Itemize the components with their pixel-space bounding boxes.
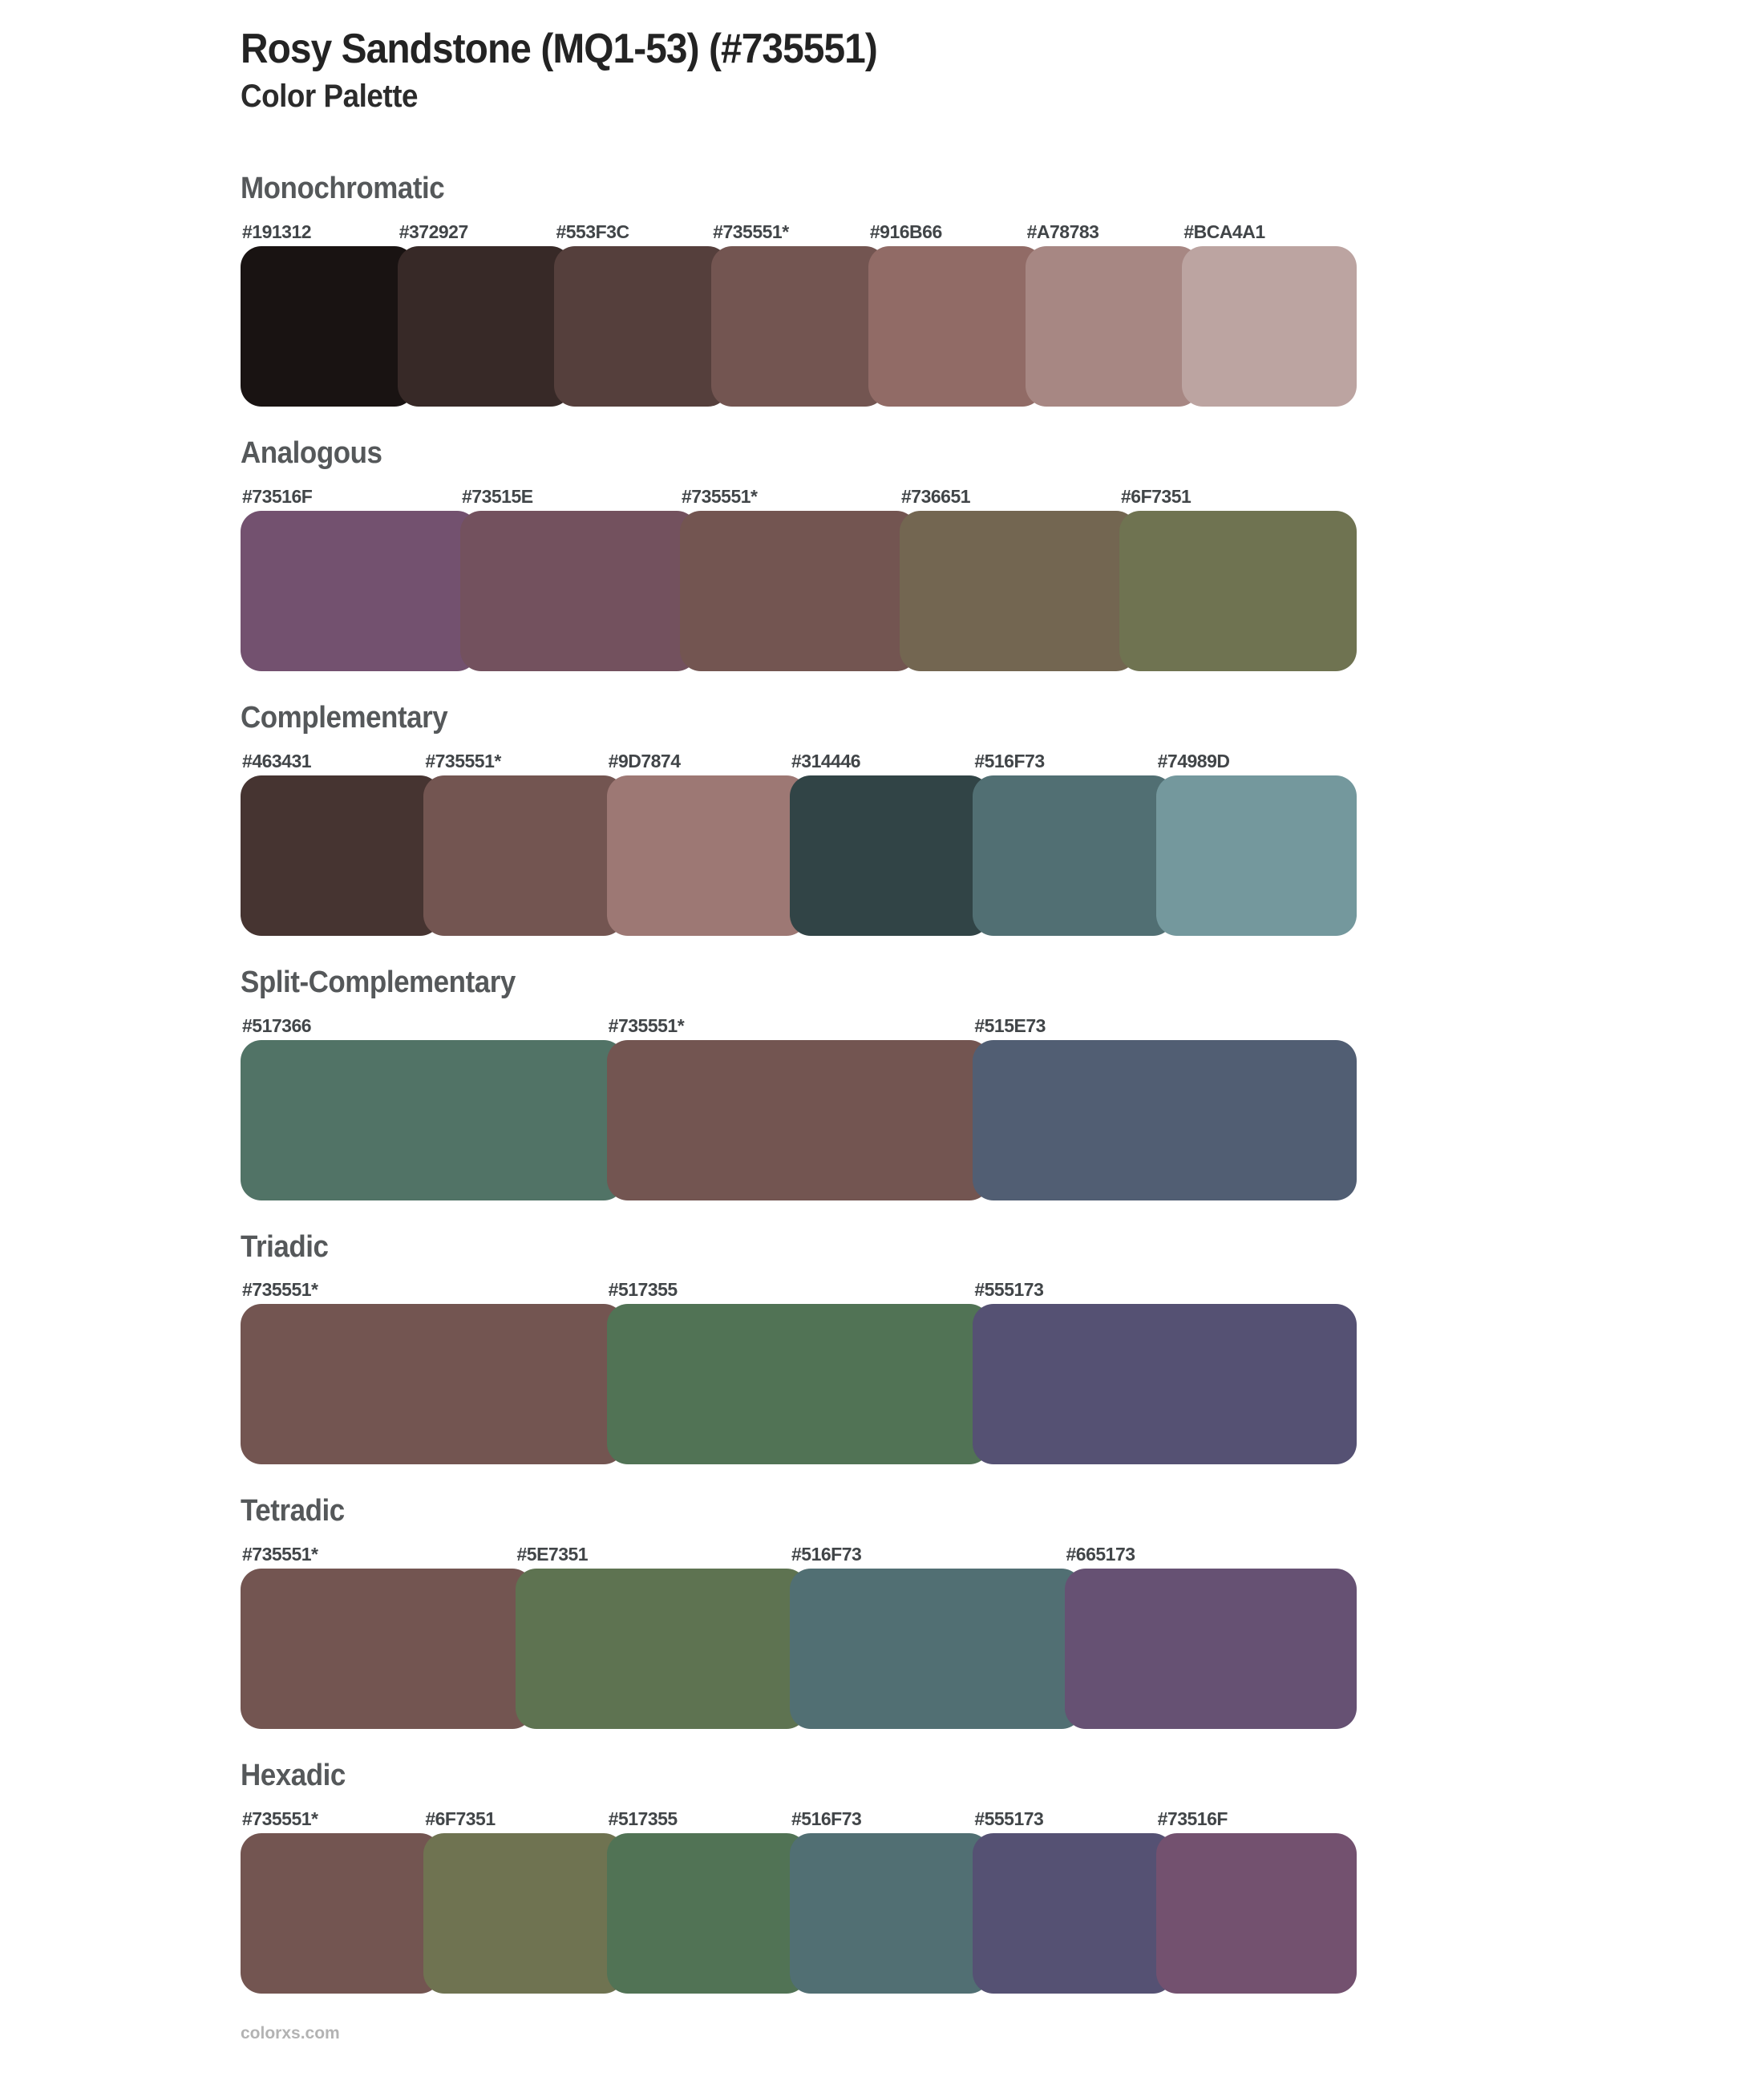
swatch-hex-label: #6F7351 bbox=[1121, 485, 1192, 507]
color-swatch[interactable] bbox=[398, 246, 572, 407]
swatch-hex-label: #516F73 bbox=[974, 750, 1045, 771]
palette-section bbox=[241, 1231, 1357, 1465]
color-column bbox=[1065, 1543, 1357, 1729]
color-swatch[interactable] bbox=[790, 1569, 1082, 1729]
color-swatch[interactable] bbox=[241, 1040, 625, 1200]
color-swatch[interactable] bbox=[973, 1304, 1357, 1464]
swatch-hex-label: #463431 bbox=[242, 750, 312, 771]
color-column bbox=[790, 1543, 1082, 1729]
color-column bbox=[1119, 485, 1357, 671]
swatch-row bbox=[241, 1014, 1357, 1200]
footer-watermark: colorxs.com bbox=[241, 2023, 340, 2042]
swatch-hex-label: #735551* bbox=[608, 1014, 685, 1036]
color-column bbox=[711, 221, 886, 407]
color-column bbox=[1156, 1808, 1357, 1994]
color-column bbox=[423, 1808, 624, 1994]
color-swatch[interactable] bbox=[790, 1833, 990, 1994]
color-swatch[interactable] bbox=[973, 1833, 1173, 1994]
color-swatch[interactable] bbox=[680, 511, 917, 671]
swatch-hex-label: #516F73 bbox=[791, 1544, 862, 1565]
color-swatch[interactable] bbox=[1065, 1569, 1357, 1729]
section-title: Triadic bbox=[241, 1229, 329, 1264]
color-column bbox=[607, 750, 807, 936]
swatch-row bbox=[241, 1808, 1357, 1994]
section-title: Complementary bbox=[241, 700, 448, 735]
swatch-hex-label: #73516F bbox=[1157, 1808, 1228, 1829]
swatch-row bbox=[241, 1543, 1357, 1729]
color-column bbox=[790, 1808, 990, 1994]
color-column bbox=[973, 1808, 1173, 1994]
color-swatch[interactable] bbox=[607, 1833, 807, 1994]
swatch-hex-label: #735551* bbox=[242, 1279, 318, 1301]
color-column bbox=[554, 221, 729, 407]
swatch-hex-label: #516F73 bbox=[791, 1808, 862, 1829]
color-column bbox=[973, 750, 1173, 936]
color-swatch[interactable] bbox=[790, 775, 990, 936]
palette-section bbox=[241, 172, 1357, 407]
swatch-hex-label: #735551* bbox=[713, 221, 789, 243]
color-swatch[interactable] bbox=[973, 1040, 1357, 1200]
color-column bbox=[241, 1014, 625, 1200]
color-column bbox=[607, 1278, 991, 1464]
section-title: Hexadic bbox=[241, 1759, 346, 1793]
swatch-hex-label: #735551* bbox=[425, 750, 501, 771]
swatch-row bbox=[241, 1278, 1357, 1464]
swatch-hex-label: #515E73 bbox=[974, 1014, 1046, 1036]
color-column bbox=[423, 750, 624, 936]
color-column bbox=[516, 1543, 808, 1729]
color-swatch[interactable] bbox=[973, 775, 1173, 936]
swatch-hex-label: #555173 bbox=[974, 1279, 1044, 1301]
color-swatch[interactable] bbox=[868, 246, 1043, 407]
palette-sections bbox=[241, 172, 1357, 1994]
color-swatch[interactable] bbox=[423, 775, 624, 936]
swatch-hex-label: #314446 bbox=[791, 750, 861, 771]
color-column bbox=[900, 485, 1137, 671]
color-column bbox=[1182, 221, 1357, 407]
swatch-hex-label: #9D7874 bbox=[608, 750, 681, 771]
swatch-hex-label: #191312 bbox=[242, 221, 312, 243]
color-swatch[interactable] bbox=[241, 246, 415, 407]
palette-section bbox=[241, 1495, 1357, 1729]
swatch-hex-label: #555173 bbox=[974, 1808, 1044, 1829]
color-swatch[interactable] bbox=[1119, 511, 1357, 671]
color-swatch[interactable] bbox=[1156, 1833, 1357, 1994]
page-title: Rosy Sandstone (MQ1-53) (#735551) bbox=[241, 26, 877, 72]
color-column bbox=[680, 485, 917, 671]
swatch-hex-label: #BCA4A1 bbox=[1183, 221, 1265, 243]
color-swatch[interactable] bbox=[607, 1040, 991, 1200]
section-title: Tetradic bbox=[241, 1494, 345, 1528]
swatch-hex-label: #665173 bbox=[1066, 1544, 1135, 1565]
swatch-hex-label: #916B66 bbox=[869, 221, 942, 243]
color-column bbox=[1026, 221, 1200, 407]
palette-section bbox=[241, 702, 1357, 936]
color-column bbox=[398, 221, 572, 407]
swatch-hex-label: #735551* bbox=[682, 485, 758, 507]
color-column bbox=[868, 221, 1043, 407]
section-title: Analogous bbox=[241, 436, 382, 471]
color-column bbox=[460, 485, 698, 671]
color-swatch[interactable] bbox=[460, 511, 698, 671]
color-column bbox=[973, 1278, 1357, 1464]
swatch-row bbox=[241, 485, 1357, 671]
swatch-hex-label: #517355 bbox=[608, 1808, 678, 1829]
color-swatch[interactable] bbox=[1182, 246, 1357, 407]
color-swatch[interactable] bbox=[554, 246, 729, 407]
color-swatch[interactable] bbox=[241, 1304, 625, 1464]
color-column bbox=[241, 750, 441, 936]
color-swatch[interactable] bbox=[607, 1304, 991, 1464]
color-swatch[interactable] bbox=[900, 511, 1137, 671]
swatch-hex-label: #553F3C bbox=[556, 221, 629, 243]
swatch-hex-label: #736651 bbox=[901, 485, 971, 507]
color-column bbox=[241, 1543, 533, 1729]
color-column bbox=[1156, 750, 1357, 936]
swatch-hex-label: #517366 bbox=[242, 1014, 312, 1036]
swatch-hex-label: #517355 bbox=[608, 1279, 678, 1301]
color-column bbox=[241, 1808, 441, 1994]
palette-section bbox=[241, 966, 1357, 1200]
color-swatch[interactable] bbox=[711, 246, 886, 407]
swatch-row bbox=[241, 221, 1357, 407]
swatch-hex-label: #74989D bbox=[1157, 750, 1230, 771]
color-column bbox=[241, 485, 478, 671]
color-swatch[interactable] bbox=[1026, 246, 1200, 407]
swatch-hex-label: #73516F bbox=[242, 485, 313, 507]
swatch-hex-label: #6F7351 bbox=[425, 1808, 496, 1829]
color-swatch[interactable] bbox=[241, 775, 441, 936]
color-column bbox=[790, 750, 990, 936]
color-column bbox=[241, 1278, 625, 1464]
section-title: Split-Complementary bbox=[241, 965, 516, 999]
color-swatch[interactable] bbox=[607, 775, 807, 936]
color-column bbox=[607, 1808, 807, 1994]
color-column bbox=[241, 221, 415, 407]
color-swatch[interactable] bbox=[241, 1569, 533, 1729]
color-column bbox=[973, 1014, 1357, 1200]
color-swatch[interactable] bbox=[423, 1833, 624, 1994]
color-swatch[interactable] bbox=[241, 511, 478, 671]
page-content bbox=[241, 0, 1357, 1994]
palette-section bbox=[241, 437, 1357, 671]
section-title: Monochromatic bbox=[241, 172, 445, 206]
swatch-hex-label: #372927 bbox=[399, 221, 468, 243]
page-subtitle: Color Palette bbox=[241, 79, 419, 115]
swatch-hex-label: #73515E bbox=[462, 485, 533, 507]
color-swatch[interactable] bbox=[516, 1569, 808, 1729]
color-swatch[interactable] bbox=[241, 1833, 441, 1994]
swatch-hex-label: #5E7351 bbox=[516, 1544, 589, 1565]
palette-section bbox=[241, 1759, 1357, 1994]
color-swatch[interactable] bbox=[1156, 775, 1357, 936]
swatch-hex-label: #735551* bbox=[242, 1808, 318, 1829]
color-column bbox=[607, 1014, 991, 1200]
swatch-hex-label: #A78783 bbox=[1026, 221, 1099, 243]
swatch-row bbox=[241, 750, 1357, 936]
swatch-hex-label: #735551* bbox=[242, 1544, 318, 1565]
